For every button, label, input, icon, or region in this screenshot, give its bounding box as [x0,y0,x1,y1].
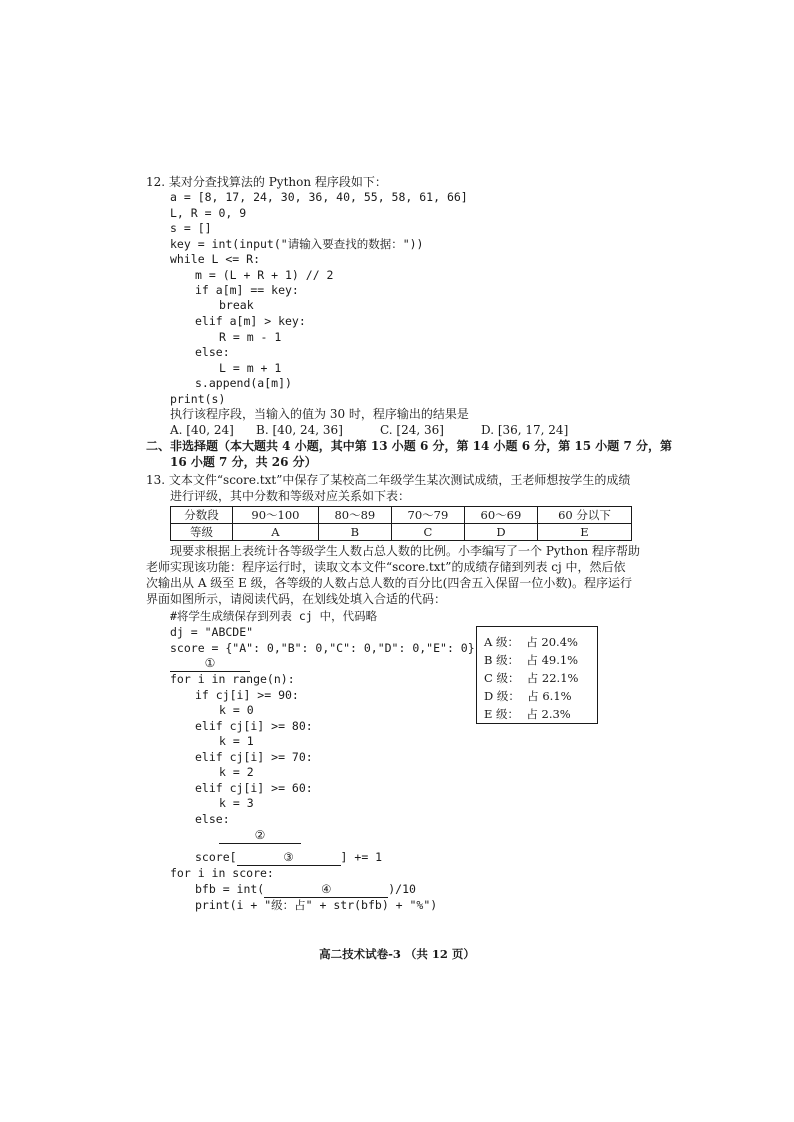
code-line: k = 3 [219,796,254,810]
q13-paragraph: 现要求根据上表统计各等级学生人数占总人数的比例。小李编写了一个 Python 程序帮助 [170,544,640,558]
table-row [171,507,632,524]
code-line: k = 2 [219,765,254,779]
table-cell: B [318,524,391,541]
q13-intro: 进行评级，其中分数和等级对应关系如下表： [170,489,411,503]
table-cell: 80～89 [318,507,391,524]
code-line: for i in score: [170,866,274,880]
table-cell: E [537,524,631,541]
code-line: s = [] [170,221,212,235]
code-comment: #将学生成绩保存到列表 cj 中，代码略 [170,609,378,623]
code-line: a = [8, 17, 24, 30, 36, 40, 55, 58, 61, 66] [170,190,468,204]
option-c: C. [24, 36] [380,423,444,437]
section-header: 16 小题 7 分，共 26 分） [170,455,317,469]
table-cell: 等级 [171,524,233,541]
output-line: B 级： 占 49.1% [484,653,579,667]
code-line [195,882,416,898]
q13-paragraph: 界面如图所示，请阅读代码，在划线处填入合适的代码： [146,592,447,606]
q13-paragraph: 次输出从 A 级至 E 级，各等级的人数占总人数的百分比(四舍五入保留一位小数)。程序运行 [146,576,633,590]
code-line: L, R = 0, 9 [170,206,247,220]
option-a: A. [40, 24] [170,423,234,437]
code-line: k = 0 [219,703,254,717]
page-footer: 高二技术试卷-3 （共 12 页） [319,947,475,961]
table-cell: 90～100 [233,507,319,524]
table-cell: D [464,524,537,541]
code-line: else: [195,812,230,826]
code-line: score = {"A": 0,"B": 0,"C": 0,"D": 0,"E": 0} [170,641,475,655]
q12-question: 执行该程序段，当输入的值为 30 时，程序输出的结果是 [170,407,469,421]
code-fragment: bfb = int( [195,882,265,896]
code-line: elif cj[i] >= 60: [195,781,313,795]
code-fragment: ] += 1 [340,850,383,864]
program-output-box [476,626,598,724]
blank-1[interactable]: ① [170,656,250,672]
code-fragment: )/10 [388,882,416,896]
table-cell: 70～79 [391,507,464,524]
code-line: dj = "ABCDE" [170,625,254,639]
code-line: if cj[i] >= 90: [195,688,299,702]
q12-stem: 12. 某对分查找算法的 Python 程序段如下： [146,175,387,189]
code-line: else: [195,345,230,359]
code-line: elif cj[i] >= 80: [195,719,313,733]
code-line: print(i + "级：占" + str(bfb) + "%") [195,898,438,912]
code-line: while L <= R: [170,252,261,266]
table-cell: 分数段 [171,507,233,524]
code-line: s.append(a[m]) [195,376,292,390]
code-line: if a[m] == key: [195,283,299,297]
output-line: C 级： 占 22.1% [484,671,579,685]
code-line: print(s) [170,392,226,406]
grade-table [170,506,632,541]
code-line: key = int(input("请输入要查找的数据：")) [170,237,424,251]
table-cell: 60 分以下 [537,507,631,524]
table-row [171,524,632,541]
table-cell: C [391,524,464,541]
blank-4[interactable]: ④ [264,882,388,898]
table-cell: 60～69 [464,507,537,524]
q13-intro: 13. 文本文件“score.txt”中保存了某校高二年级学生某次测试成绩，王老师想按学生的成绩 [146,473,631,487]
blank-2[interactable]: ② [219,828,301,844]
code-line: R = m - 1 [219,330,282,344]
code-line: for i in range(n): [170,672,295,686]
output-line: E 级： 占 2.3% [484,707,571,721]
output-line: D 级： 占 6.1% [484,689,572,703]
option-b: B. [40, 24, 36] [256,423,343,437]
code-line: break [219,298,254,312]
section-header: 二、非选择题（本大题共 4 小题，其中第 13 小题 6 分，第 14 小题 6 分，第 15 小题 7 分，第 [146,439,672,453]
table-cell: A [233,524,319,541]
q13-paragraph: 老师实现该功能：程序运行时，读取文本文件“score.txt”的成绩存储到列表 cj 中，然后依 [146,560,626,574]
output-line: A 级： 占 20.4% [484,635,578,649]
code-line: L = m + 1 [219,361,282,375]
code-fragment: score[ [195,850,237,864]
code-line: m = (L + R + 1) // 2 [195,268,334,282]
option-d: D. [36, 17, 24] [481,423,569,437]
code-line [195,850,382,866]
code-line: elif cj[i] >= 70: [195,750,313,764]
blank-3[interactable]: ③ [237,850,341,866]
code-line: k = 1 [219,734,254,748]
code-line: elif a[m] > key: [195,314,306,328]
